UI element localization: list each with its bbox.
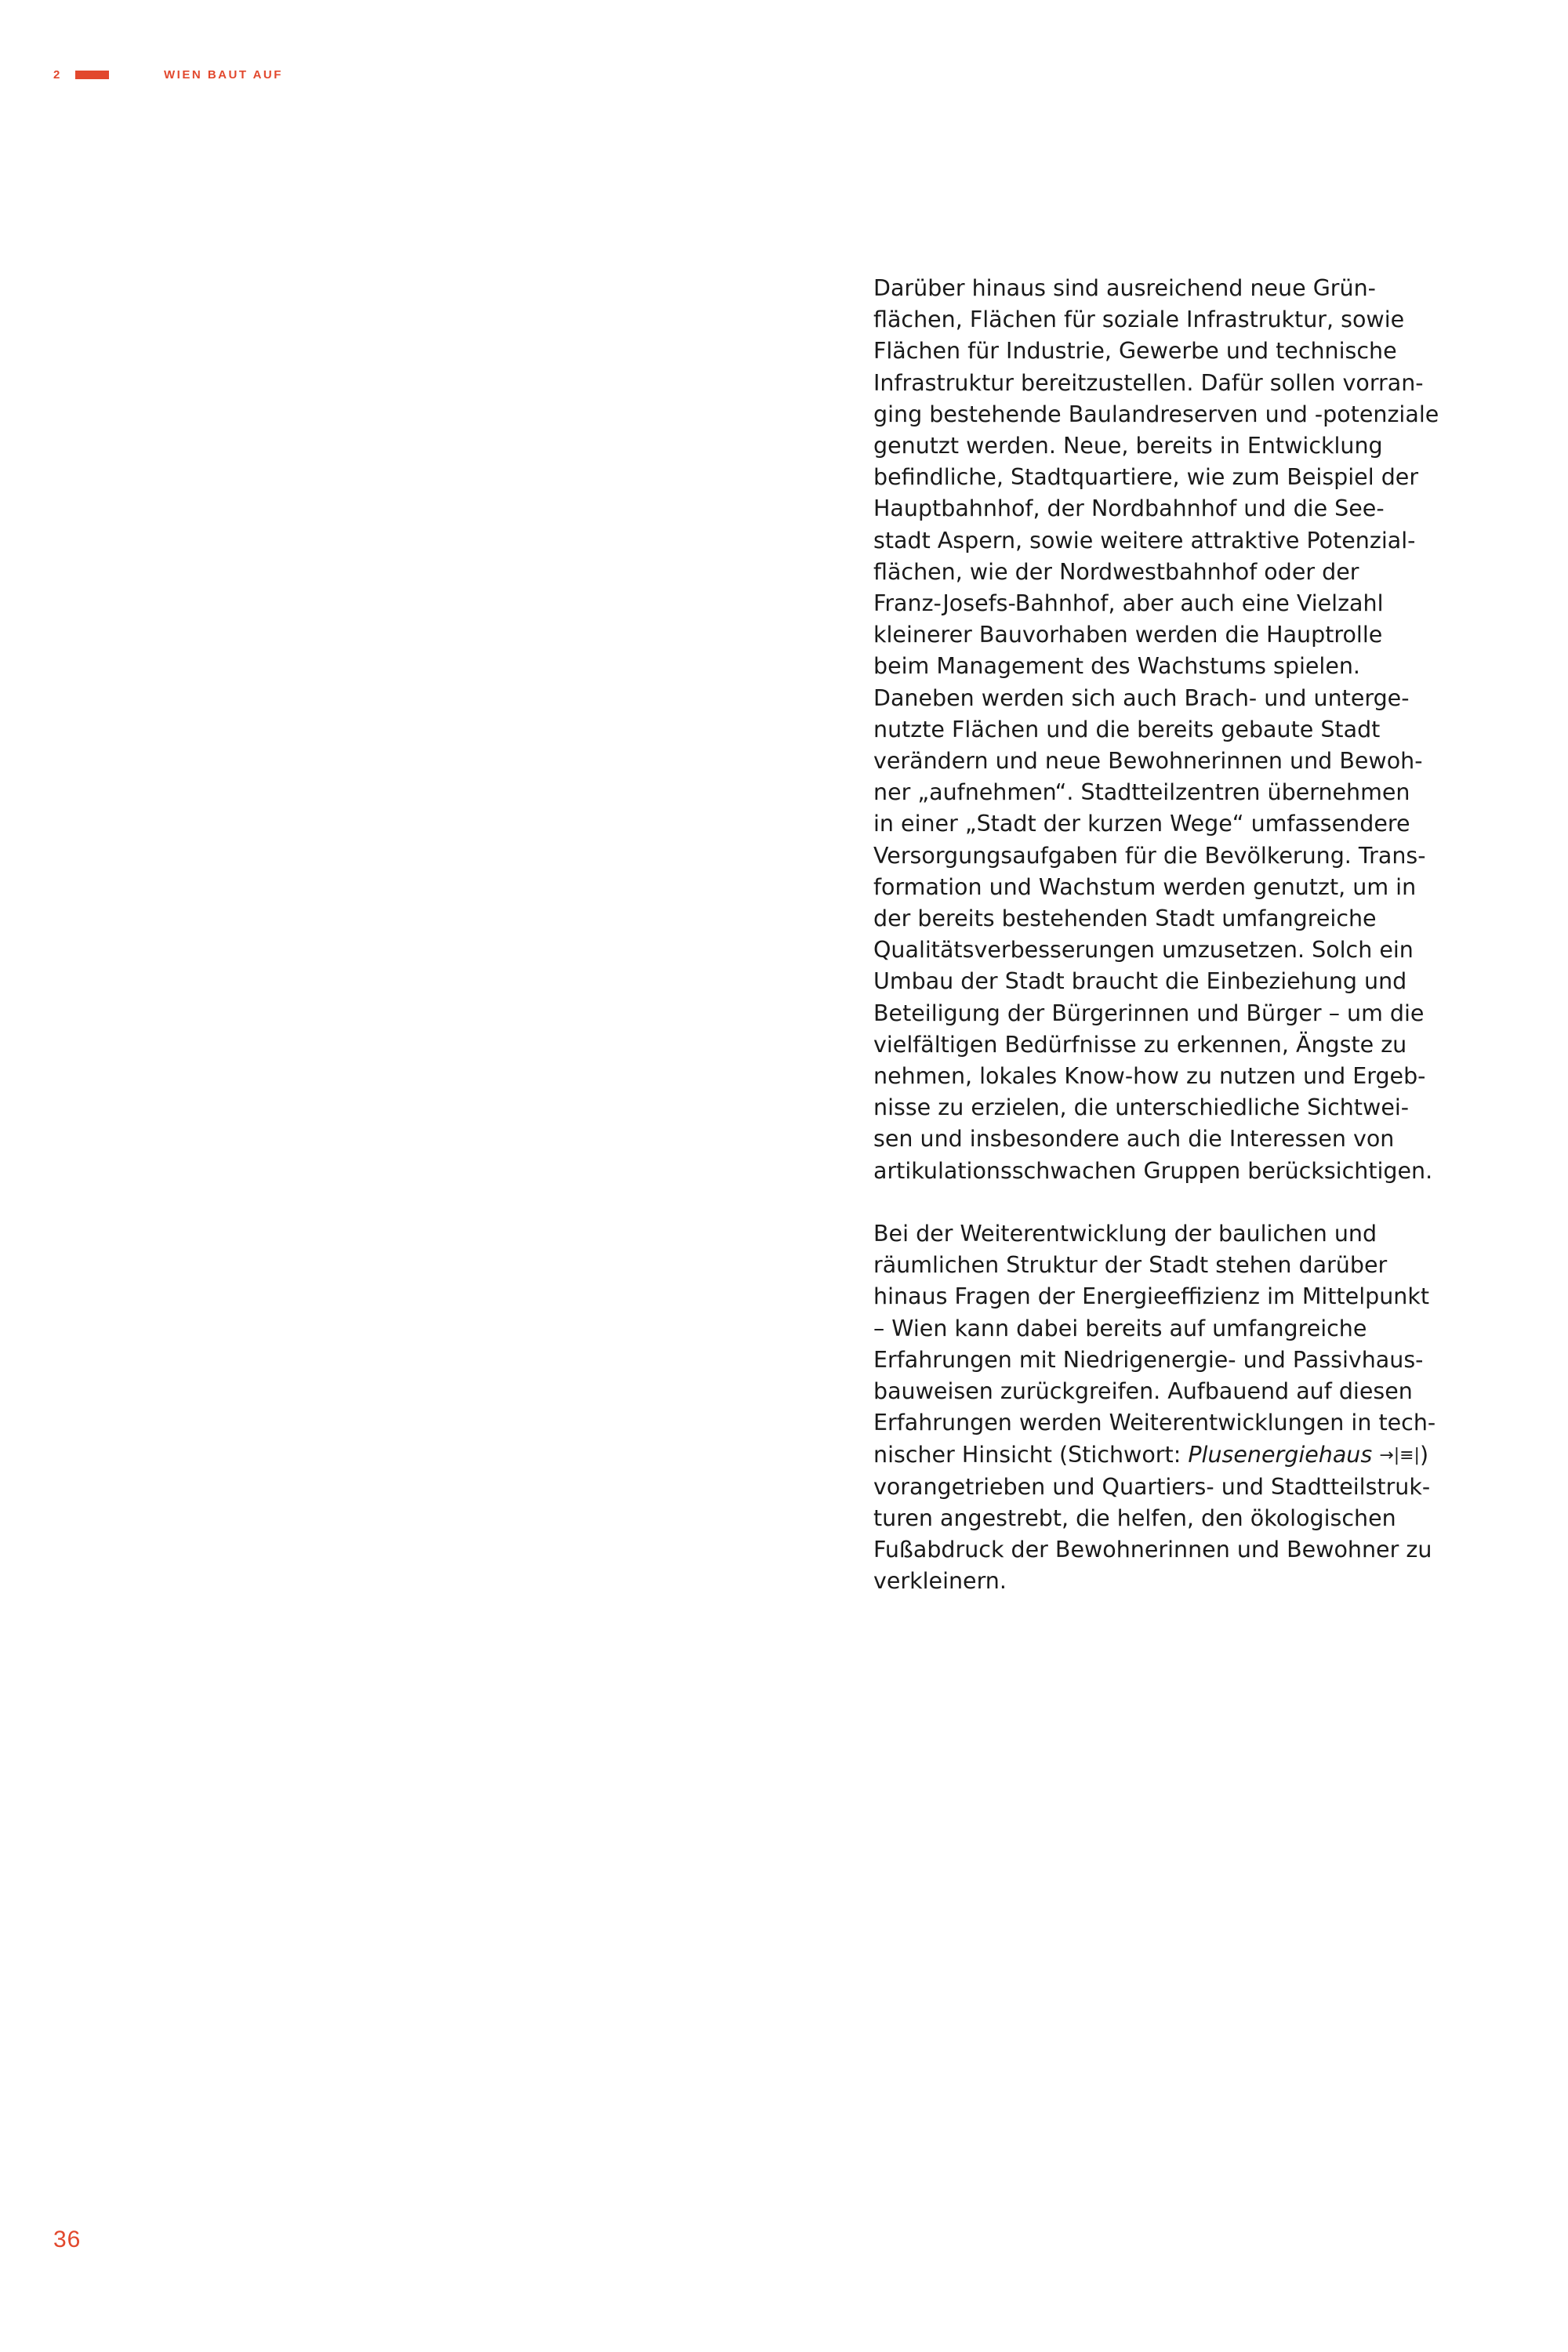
text-line: der bereits bestehenden Stadt umfangreiche [873, 906, 1377, 932]
text-line: nisse zu erzielen, die unterschiedliche Sichtwei- [873, 1094, 1410, 1121]
text-line: sen und insbesondere auch die Interessen von [873, 1126, 1395, 1152]
text-line: verkleinern. [873, 1568, 1007, 1595]
glossary-reference-icon: →|≡| [1379, 1445, 1420, 1465]
text-line: verändern und neue Bewohnerinnen und Bewoh- [873, 748, 1423, 775]
text-line: formation und Wachstum werden genutzt, um in [873, 873, 1417, 900]
text-line: vielfältigen Bedürfnisse zu erkennen, Ängste zu [873, 1031, 1407, 1058]
text-line: genutzt werden. Neue, bereits in Entwicklung [873, 433, 1383, 459]
text-line: Versorgungsaufgaben für die Bevölkerung. Trans- [873, 842, 1426, 869]
text-line: stadt Aspern, sowie weitere attraktive Potenzial- [873, 527, 1416, 554]
text-line: Flächen für Industrie, Gewerbe und technische [873, 338, 1397, 365]
text-line: flächen, Flächen für soziale Infrastruktur, sowie [873, 307, 1405, 333]
body-text-column [873, 273, 1446, 1598]
text-line: Franz-Josefs-Bahnhof, aber auch eine Vielzahl [873, 590, 1384, 617]
text-line: Fußabdruck der Bewohnerinnen und Bewohner zu [873, 1537, 1432, 1563]
text-line: Umbau der Stadt braucht die Einbeziehung und [873, 968, 1407, 995]
text-line: räumlichen Struktur der Stadt stehen darüber [873, 1252, 1388, 1279]
text-line: flächen, wie der Nordwestbahnhof oder der [873, 558, 1359, 585]
running-header [53, 66, 283, 83]
text-line: Qualitätsverbesserungen umzusetzen. Solch ein [873, 937, 1414, 964]
text-line: Hauptbahnhof, der Nordbahnhof und die See- [873, 495, 1385, 522]
keyword-line-suffix: ) [1419, 1441, 1429, 1468]
text-line: befindliche, Stadtquartiere, wie zum Beispiel der [873, 464, 1419, 491]
text-line: – Wien kann dabei bereits auf umfangreiche [873, 1315, 1367, 1341]
text-line: Erfahrungen mit Niedrigenergie- und Passivhaus- [873, 1346, 1424, 1373]
text-line: ner „aufnehmen“. Stadtteilzentren übernehmen [873, 779, 1410, 806]
text-line: Darüber hinaus sind ausreichend neue Grün- [873, 275, 1376, 301]
text-line: artikulationsschwachen Gruppen berücksichtigen. [873, 1157, 1433, 1184]
text-line: Daneben werden sich auch Brach- und unterge- [873, 684, 1410, 711]
keyword-plusenergiehaus: Plusenergiehaus [1188, 1441, 1373, 1468]
text-line: kleinerer Bauvorhaben werden die Hauptrolle [873, 622, 1383, 648]
text-line: bauweisen zurückgreifen. Aufbauend auf diesen [873, 1378, 1413, 1405]
text-line: ging bestehende Baulandreserven und -potenziale [873, 401, 1439, 427]
text-line: Erfahrungen werden Weiterentwicklungen in tech- [873, 1410, 1436, 1436]
text-line-keyword [873, 1439, 1446, 1472]
chapter-title: WIEN BAUT AUF [164, 67, 283, 82]
text-line: Bei der Weiterentwicklung der baulichen und [873, 1221, 1377, 1247]
page-number: 36 [53, 2227, 82, 2252]
keyword-line-prefix: nischer Hinsicht (Stichwort: [873, 1441, 1189, 1468]
text-line: nutzte Flächen und die bereits gebaute Stadt [873, 716, 1381, 742]
text-line: Beteiligung der Bürgerinnen und Bürger – um die [873, 1000, 1425, 1026]
text-line: hinaus Fragen der Energieeffizienz im Mittelpunkt [873, 1283, 1430, 1310]
chapter-number: 2 [53, 67, 61, 82]
text-line: nehmen, lokales Know-how zu nutzen und Ergeb- [873, 1063, 1426, 1090]
chapter-accent-bar [75, 71, 109, 79]
paragraph-spacer [873, 1187, 1446, 1218]
text-line: Infrastruktur bereitzustellen. Dafür sollen vorran- [873, 369, 1424, 396]
paragraph-energy-efficiency [873, 1218, 1446, 1597]
text-line: in einer „Stadt der kurzen Wege“ umfassendere [873, 811, 1410, 837]
text-line: turen angestrebt, die helfen, den ökologischen [873, 1504, 1396, 1531]
text-line: vorangetrieben und Quartiers- und Stadtteilstruk- [873, 1473, 1431, 1500]
text-line: beim Management des Wachstums spielen. [873, 653, 1360, 680]
paragraph-growth-areas [873, 273, 1446, 1187]
